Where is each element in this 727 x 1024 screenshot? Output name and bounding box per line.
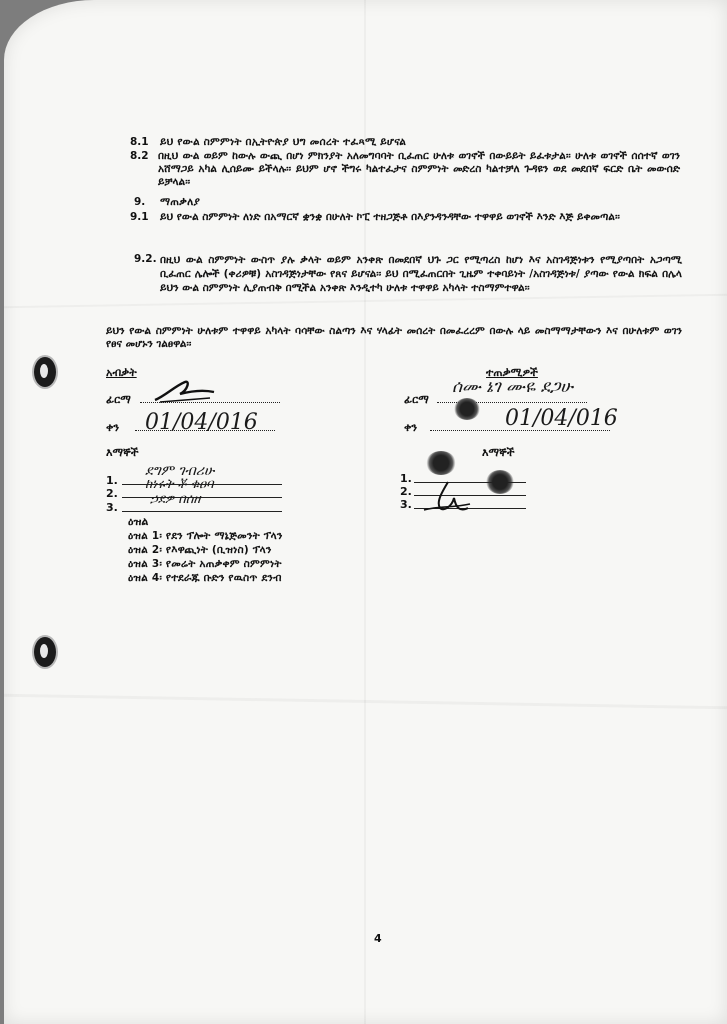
- closing-statement: ይህን የውል ስምምነት ሁለቱም ተዋዋይ አካላት ባሳቸው ስልጣን እና ሃላፊት መሰረት በመፈረረም በውሉ ላይ መስማማታቸውን እና በሁለቱም ወገን የፀና መሆኑን ገልፀዋል፡፡: [106, 325, 682, 350]
- right-witness-3-num: 3.: [400, 498, 412, 511]
- clause-number: 8.1: [130, 136, 149, 148]
- left-witness-3-line: [122, 511, 282, 512]
- annex-item: ዕዝል 3፡ የመሬት አጠቃቀም ስምምነት: [128, 558, 282, 570]
- right-signature: ሰሙ ኔገ ሙዬ ደጋሁ: [452, 377, 573, 397]
- clause-number: 9.1: [130, 211, 149, 223]
- right-witness-signature: [418, 478, 478, 518]
- left-witnesses-title: እማኞች: [106, 446, 139, 459]
- left-witness-2-num: 2.: [106, 487, 118, 500]
- section-heading: ማጠቃለያ: [160, 196, 201, 208]
- right-witnesses-title: እማኞች: [482, 446, 515, 459]
- annex-title: ዕዝል: [128, 515, 149, 528]
- left-witness-2-name: ከነሩት ቾ ቁዐባ: [145, 477, 214, 492]
- left-witness-3-num: 3.: [106, 501, 118, 514]
- left-witness-1-num: 1.: [106, 474, 118, 487]
- annex-item: ዕዝል 2፡ የእዋጪነት (ቢዝነስ) ፕላን: [128, 544, 272, 556]
- clause-text: ይህ የውል ስምምነት ለነድ በአማርኛ ቋንቋ በሁለት ኮፒ ተዘጋጅቶ በእያንዳንዳቸው ተዋዋይ ወገኖች እንድ እጅ ይቀመጣል፡፡: [160, 211, 620, 223]
- right-witness-2-num: 2.: [400, 485, 412, 498]
- punch-hole-top: [34, 357, 56, 387]
- left-witness-3-name: ኃደዎ በሰዘ: [150, 492, 201, 507]
- right-sign-label: ፊርማ: [404, 393, 429, 406]
- left-witness-2-line: [122, 497, 282, 498]
- left-signature: [150, 376, 220, 406]
- annex-item: ዕዝል 1፡ የደን ፕሎት ማኔጅመንት ፕላን: [128, 530, 283, 542]
- right-stamp-2: [426, 451, 456, 475]
- left-sign-label: ፊርማ: [106, 393, 131, 406]
- clause-number: 9.2.: [134, 253, 157, 265]
- right-date-value: 01/04/016: [505, 406, 618, 431]
- clause-text: በዚህ ውል ወይም ከውሉ ውጪ በሆነ ምክንያት አለመግባባት ቢፈጠር ሁለቱ ወገኖች በውይይት ይፈቱታል፡፡ ሁለቱ ወገኖች ሰሰተኛ ወገን አሸማጋይ አካል ሊሰይሙ ይችላሉ፡፡ ይህም ሆኖ ችግሩ ካልተፈታና ስምምነት መድረስ ካልተቻለ ጉዳዩን ወደ መደበኛ ፍርድ ቤት መውሰድ ይቻላል፡፡: [158, 150, 680, 188]
- clause-text: በዚህ ውል ስምምነት ውስጥ ያሉ ቃላት ወይም አንቀጽ በመደበኛ ህጉ ጋር የሚጣረስ ከሆነ እና አስገዳጅነቱን የሚያጣበት አጋጣሚ ቢፈጠር ሌሎች (ቀሪዎቹ) አስገዳጅነታቸው የጸና ይሆናል፡፡ ይህ በሚፈጠርበት ጊዜም ተቀባይነት /አስገዳጅነቱ/ ያጣው የውል ክፍል በሌላ ይህን ውል ስምምነት ሊያጠብቅ በሚችል አንቀጽ እንዲተካ ሁለቱ ተዋዋይ አካላት ተስማምተዋል፡፡: [160, 254, 682, 294]
- clause-number: 8.2: [130, 150, 149, 162]
- right-witness-1-num: 1.: [400, 472, 412, 485]
- page-number: 4: [374, 932, 382, 945]
- clause-number: 9.: [134, 196, 146, 208]
- left-witness-1-name: ደግም ገብሪሁ: [145, 463, 215, 479]
- left-date-value: 01/04/016: [145, 410, 258, 435]
- left-party-title: አብቃት: [106, 366, 137, 379]
- punch-hole-bottom: [34, 637, 56, 667]
- right-date-label: ቀን: [404, 421, 418, 434]
- right-party-title: ተጠቃሚዎች: [486, 366, 538, 379]
- clause-text: ይህ የውል ስምምነት በኢትዮጵያ ህግ መሰረት ተፈጻሚ ይሆናል: [160, 136, 407, 148]
- left-date-label: ቀን: [106, 421, 120, 434]
- annex-item: ዕዝል 4፡ የተደራጁ ቡድን የዉስጥ ደንብ: [128, 572, 282, 584]
- right-stamp-1: [454, 398, 480, 420]
